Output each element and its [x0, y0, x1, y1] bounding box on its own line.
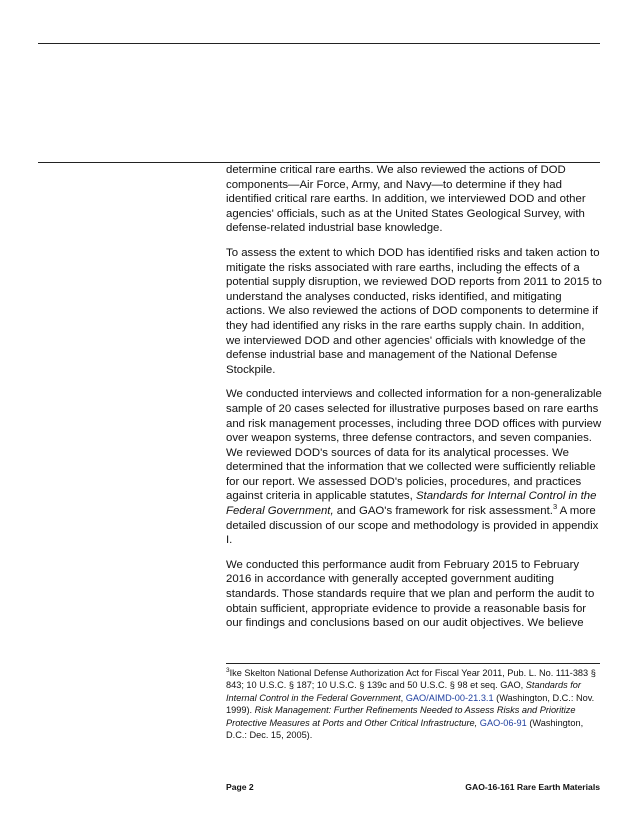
paragraph-1: determine critical rare earths. We also reviewed the actions of DOD components—Air Force, Army, and Navy—to determine if they had identified critical rare earths. In addition, we interviewed DOD and other agencies' officials, such as at the United States Geological Survey, with defense-related industrial base knowledge.: [226, 164, 586, 235]
footnote-text-c: (Washington, D.C.: Nov. 1999).: [226, 692, 595, 716]
paragraph-3: [226, 387, 602, 548]
paragraph-3-text-c: A more detailed discussion of our scope and methodology is provided in appendix I.: [226, 505, 599, 547]
standards-title: Standards for Internal Control in the Federal Government,: [226, 490, 597, 518]
header-rule: [38, 43, 600, 44]
body-text: [226, 163, 602, 631]
report-id: GAO-16-161 Rare Earth Materials: [465, 782, 600, 792]
page-number: Page 2: [226, 782, 254, 792]
paragraph-2: To assess the extent to which DOD has identified risks and taken action to mitigate the risks associated with rare earths, including the effects of a potential supply disruption, we reviewed DOD reports from 2011 to 2015 to understand the analyses conducted, risks identified, and mitigating actions. We also reviewed the actions of DOD components to determine if they had identified any risks in the rare earths supply chain. In addition, we interviewed DOD and other agencies' officials with knowledge of the defense industrial base and management of the National Defense Stockpile.: [226, 246, 602, 376]
footnote-link-gao-aimd[interactable]: GAO/AIMD-00-21.3.1: [405, 692, 494, 703]
footnote-text-a: Ike Skelton National Defense Authorization Act for Fiscal Year 2011, Pub. L. No. 111-383 § 843; 10 U.S.C. § 187; 10 U.S.C. § 139c and 50 U.S.C. § 98 et seq. GAO,: [226, 668, 596, 691]
paragraph-3-text-b: and GAO's framework for risk assessment.: [333, 505, 553, 518]
paragraph-4: We conducted this performance audit from February 2015 to February 2016 in accordance with generally accepted government auditing standards. Those standards require that we plan and perform the audit to obtain sufficient, appropriate evidence to provide a reasonable basis for our findings and conclusions based on our audit objectives. We believe: [226, 558, 595, 630]
paragraph-3-text-a: We conducted interviews and collected information for a non-generalizable sample of 20 cases selected for illustrative purposes based on rare earths and risk management processes, including three DOD offices with purview over weapon systems, three defense contractors, and seven companies. We reviewed DOD's sources of data for its analytical processes. We determined that the information that we collected were sufficiently reliable for our report. We assessed DOD's policies, procedures, and practices against criteria in applicable statutes,: [226, 388, 602, 503]
footnote-text-e: (Washington, D.C.: Dec. 15, 2005).: [226, 717, 584, 741]
footnote-title-1: Standards for Internal Control in the Federal Government: [226, 680, 581, 703]
footnote-3: [226, 667, 602, 741]
footnote-rule: [226, 663, 600, 664]
footnote-link-gao-06-91[interactable]: GAO-06-91: [479, 717, 527, 728]
footnote-reference[interactable]: 3: [552, 502, 558, 512]
footnote-text-b: ,: [400, 692, 406, 703]
footnote-title-2: Risk Management: Further Refinements Needed to Assess Risks and Prioritize Protective Measures at Ports and Other Critical Infrastructure,: [226, 705, 576, 728]
footnote-number: 3: [226, 666, 230, 674]
